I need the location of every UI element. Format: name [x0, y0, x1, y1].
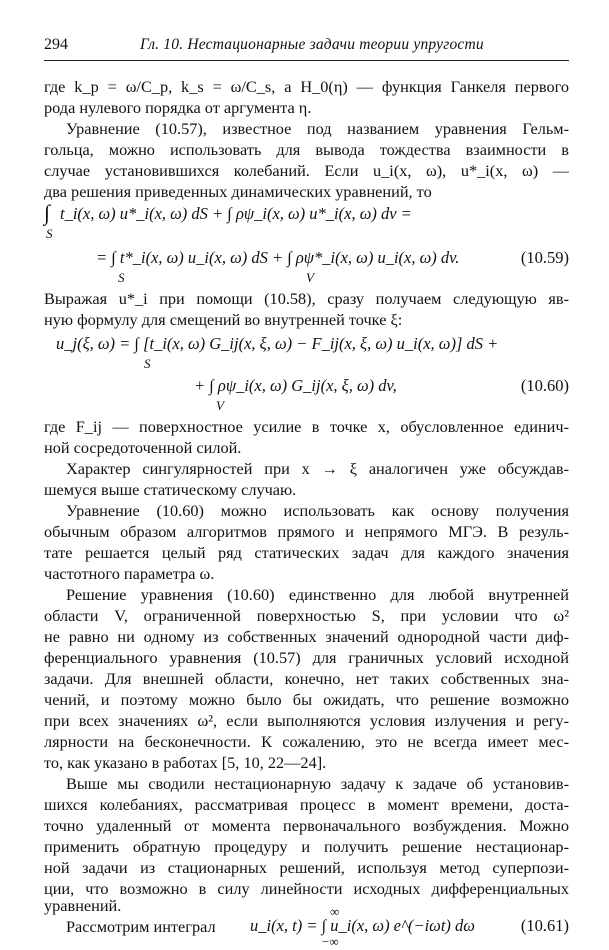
equation-body: = ∫ t*_i(x, ω) u_i(x, ω) dS + ∫ ρψ*_i(x, ω) u_i(x, ω) dv.	[96, 248, 460, 267]
equation-number: (10.60)	[520, 376, 569, 395]
integral-domain: S	[144, 356, 151, 371]
text-line: ную формулу для смещений во внутренней точке ξ:	[44, 310, 403, 329]
text-line: то, как указано в работах [5, 10, 22—24].	[44, 753, 327, 772]
text-line: где F_ij — поверхностное усилие в точке x, обусловленное единич-	[44, 417, 569, 436]
text-line: Решение уравнения (10.60) единственно для любой внутренней	[66, 585, 569, 604]
integral-sign: ∫	[44, 200, 51, 225]
text-line: два решения приведенных динамических уравнений, то	[44, 182, 432, 201]
equation-10-59-line1	[44, 196, 569, 241]
header-rule	[44, 60, 569, 61]
text-line: уравнений.	[44, 896, 122, 915]
integral-domain: V	[216, 398, 224, 413]
equation-10-61	[250, 904, 569, 949]
integral-upper-limit: ∞	[330, 904, 340, 919]
equation-number: (10.61)	[520, 916, 569, 935]
text-line: рода нулевого порядка от аргумента η.	[44, 98, 312, 117]
text-line: ции, что возможно в силу линейности исходных дифференциальных	[44, 879, 569, 898]
equation-10-60-line2	[44, 368, 569, 413]
equation-body: u_i(x, t) = ∫ u_i(x, ω) e^(−iωt) dω	[250, 916, 475, 935]
running-head: Гл. 10. Нестационарные задачи теории упругости	[140, 36, 484, 53]
text-line: ной сосредоточенной силой.	[44, 438, 242, 457]
page-header	[44, 36, 569, 58]
text-line: лярности на бесконечности. К сожалению, это не всегда имеет мес-	[44, 732, 569, 751]
text-line: при всех значениях ω², если выполняются условия излучения и регу-	[44, 711, 569, 730]
text-line: шемуся выше статическому случаю.	[44, 480, 297, 499]
text-line: обычным образом алгоритмов прямого и непрямого МГЭ. В резуль-	[44, 522, 569, 541]
text-line: случае установившихся колебаний. Если u_i(x, ω), u*_i(x, ω) —	[44, 161, 569, 180]
page-number: 294	[44, 36, 68, 53]
integral-domain: S	[118, 270, 125, 285]
text-line: Рассмотрим интеграл	[66, 917, 216, 936]
text-line: гольца, можно использовать для вывода тождества взаимности в	[44, 140, 569, 159]
equation-body: u_j(ξ, ω) = ∫ [t_i(x, ω) G_ij(x, ξ, ω) − F_ij(x, ξ, ω) u_i(x, ω)] dS +	[56, 334, 499, 353]
text-line: Выше мы сводили нестационарную задачу к задаче об установив-	[66, 774, 569, 793]
text-line: частотного параметра ω.	[44, 564, 215, 583]
equation-body: t_i(x, ω) u*_i(x, ω) dS + ∫ ρψ_i(x, ω) u*_i(x, ω) dv =	[60, 204, 412, 223]
integral-domain: V	[306, 270, 314, 285]
equation-number: (10.59)	[520, 248, 569, 267]
text-line: Уравнение (10.57), известное под названием уравнения Гельм-	[66, 119, 569, 138]
integral-domain: S	[46, 226, 53, 241]
text-line: ференциального уравнения (10.57) для граничных условий исходной	[44, 648, 569, 667]
text-line: чений, и поэтому можно было бы ожидать, что решение возможно	[44, 690, 569, 709]
text-line: где k_p = ω/C_p, k_s = ω/C_s, a H_0(η) — функция Ганкеля первого	[44, 77, 569, 96]
text-line: тате решается целый ряд статических задач для каждого значения	[44, 543, 569, 562]
text-line: задачи. Для внешней области, конечно, нет таких собственных зна-	[44, 669, 569, 688]
text-line: области V, ограниченной поверхностью S, при условии что ω²	[44, 606, 569, 625]
text-line: Уравнение (10.60) можно использовать как основу получения	[66, 501, 569, 520]
text-line: ной задачи из стационарных решений, используя метод суперпози-	[44, 858, 569, 877]
text-line: применить обратную процедуру и получить решение нестационар-	[44, 837, 569, 856]
text-line: шихся колебаниях, рассматривая процесс в момент времени, доста-	[44, 795, 569, 814]
equation-10-60-line1	[44, 326, 569, 371]
text-line: Характер сингулярностей при x → ξ аналогичен уже обсуждав-	[66, 459, 569, 478]
integral-lower-limit: −∞	[322, 934, 339, 949]
text-line: не равно ни одному из собственных значений однородной части диф-	[44, 627, 569, 646]
equation-10-59-line2	[44, 240, 569, 285]
equation-body: + ∫ ρψ_i(x, ω) G_ij(x, ξ, ω) dv,	[194, 376, 397, 395]
text-line: точно удаленный от момента первоначального возбуждения. Можно	[44, 816, 569, 835]
text-line: Выражая u*_i при помощи (10.58), сразу получаем следующую яв-	[44, 289, 569, 308]
